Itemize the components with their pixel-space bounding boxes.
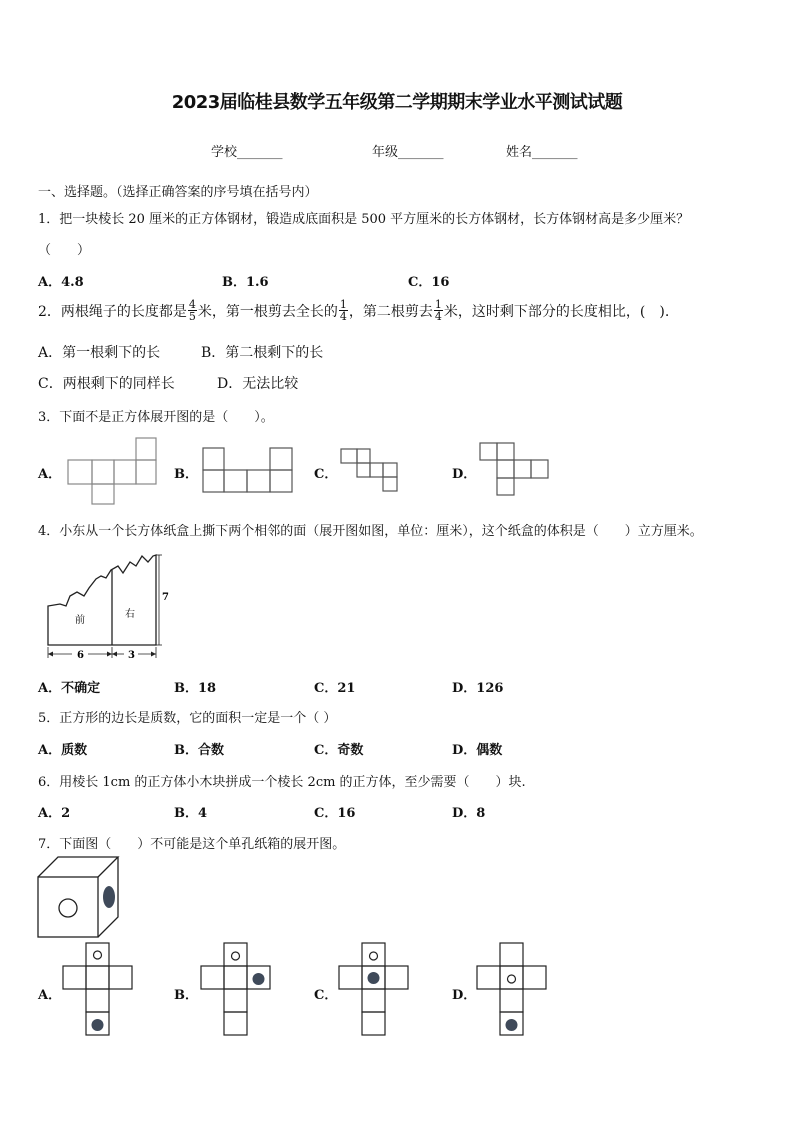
- question-7-text: 7．下面图（ ）不可能是这个单孔纸箱的展开图。: [38, 837, 346, 852]
- question-7-label-a[interactable]: A．: [38, 988, 62, 1003]
- face-front-label: 前: [75, 615, 85, 626]
- question-2-part3: ，第二根剪去: [348, 303, 433, 320]
- face-right-label: 右: [125, 609, 135, 620]
- question-2-part4: 米，这时剩下部分的长度相比，( ).: [443, 303, 670, 320]
- question-2-option-a[interactable]: A．第一根剩下的长: [38, 345, 161, 361]
- fraction-denominator: 4: [339, 310, 347, 323]
- question-1-text: 1．把一块棱长 20 厘米的正方体钢材，锻造成底面积是 500 平方厘米的长方体钢材，长方体钢材高是多少厘米？: [38, 212, 690, 227]
- question-4-option-c[interactable]: C．21: [314, 681, 356, 696]
- question-4-option-d[interactable]: D．126: [452, 681, 504, 696]
- question-5-option-b[interactable]: B．合数: [174, 743, 224, 758]
- question-1-answer-paren: （ ）: [38, 243, 91, 258]
- question-1-option-b[interactable]: B．1.6: [222, 275, 269, 290]
- question-2-part2: 米，第一根剪去全长的: [197, 303, 338, 320]
- question-7-label-d[interactable]: D．: [452, 988, 477, 1003]
- dimension-width-6-label: 6: [77, 650, 84, 661]
- fraction-numerator: 1: [434, 298, 442, 311]
- question-4-option-b[interactable]: B．18: [174, 681, 217, 696]
- question-3-label-a[interactable]: A．: [38, 467, 62, 482]
- question-6-option-b[interactable]: B．4: [174, 806, 208, 821]
- question-1-option-c[interactable]: C．16: [408, 275, 450, 290]
- question-5-text: 5．正方形的边长是质数，它的面积一定是一个（ ）: [38, 711, 337, 726]
- page-title: 2023届临桂县数学五年级第二学期期末学业水平测试试题: [171, 92, 623, 113]
- question-1-option-a[interactable]: A．4.8: [38, 275, 84, 290]
- question-3-label-b[interactable]: B．: [174, 467, 198, 482]
- question-2-option-c[interactable]: C．两根剩下的同样长: [38, 376, 175, 392]
- question-7-label-c[interactable]: C．: [314, 988, 338, 1003]
- question-3-label-c[interactable]: C．: [314, 467, 338, 482]
- question-6-option-d[interactable]: D．8: [452, 806, 486, 821]
- fraction-numerator: 4: [188, 298, 196, 311]
- grade-field[interactable]: 年级_______: [372, 145, 444, 160]
- question-5-option-d[interactable]: D．偶数: [452, 743, 503, 758]
- section-heading: 一、选择题。（选择正确答案的序号填在括号内）: [38, 185, 318, 200]
- question-2-part1: 2．两根绳子的长度都是: [38, 303, 187, 320]
- question-4-option-a[interactable]: A．不确定: [38, 681, 101, 696]
- question-2-option-b[interactable]: B．第二根剩下的长: [201, 345, 324, 361]
- question-2-option-d[interactable]: D．无法比较: [217, 376, 299, 392]
- question-7-label-b[interactable]: B．: [174, 988, 198, 1003]
- question-5-option-c[interactable]: C．奇数: [314, 743, 364, 758]
- dimension-height-label: 7: [162, 592, 169, 603]
- question-5-option-a[interactable]: A．质数: [38, 743, 88, 758]
- dimension-width-3-label: 3: [128, 650, 135, 661]
- question-3-text: 3．下面不是正方体展开图的是（ ）。: [38, 410, 274, 425]
- school-field[interactable]: 学校_______: [211, 145, 283, 160]
- question-3-label-d[interactable]: D．: [452, 467, 477, 482]
- fraction-denominator: 5: [188, 310, 196, 323]
- name-field[interactable]: 姓名_______: [506, 145, 578, 160]
- question-6-text: 6．用棱长 1cm 的正方体小木块拼成一个棱长 2cm 的正方体，至少需要（ ）块.: [38, 775, 526, 790]
- question-6-option-c[interactable]: C．16: [314, 806, 356, 821]
- question-6-option-a[interactable]: A．2: [38, 806, 71, 821]
- question-4-text: 4．小东从一个长方体纸盒上撕下两个相邻的面（展开图如图，单位：厘米），这个纸盒的体积是（ ）立方厘米。: [38, 524, 703, 539]
- fraction-numerator: 1: [339, 298, 347, 311]
- fraction-denominator: 4: [434, 310, 442, 323]
